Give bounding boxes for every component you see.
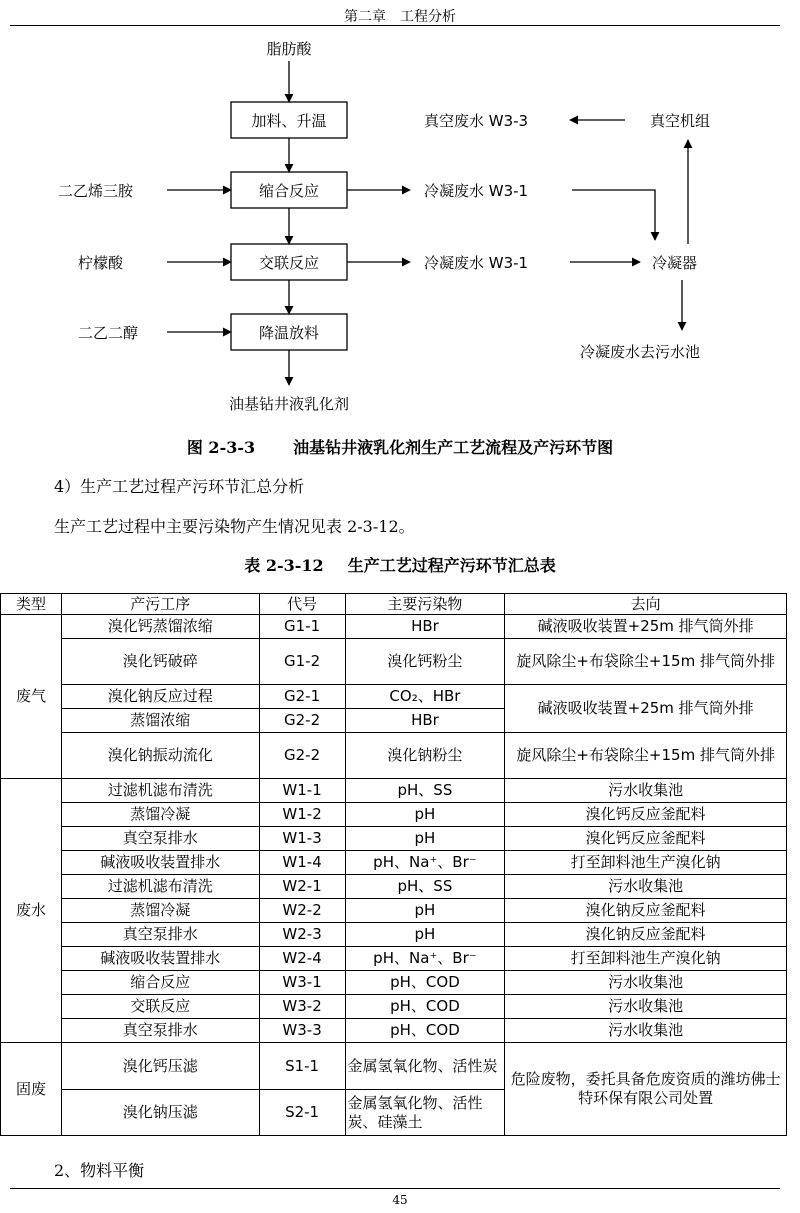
cell-code: G2-1 xyxy=(259,685,345,709)
flow-step-4: 降温放料 xyxy=(258,324,320,342)
cell-process: 溴化钙压滤 xyxy=(61,1043,259,1090)
header-code: 代号 xyxy=(259,594,345,615)
cell-pollutant: 溴化钙粉尘 xyxy=(345,639,505,685)
cell-pollutant: CO₂、HBr xyxy=(345,685,505,709)
figure-number: 图 2-3-3 xyxy=(186,438,256,457)
cell-code: G1-2 xyxy=(259,639,345,685)
table-row xyxy=(1,827,787,851)
table-row xyxy=(1,1019,787,1043)
cell-destination: 打至卸料池生产溴化钠 xyxy=(505,947,787,971)
cell-process: 真空泵排水 xyxy=(61,1019,259,1043)
cell-code: S1-1 xyxy=(259,1043,345,1090)
cell-destination: 碱液吸收装置+25m 排气筒外排 xyxy=(505,685,787,733)
header-type: 类型 xyxy=(1,594,62,615)
table-row xyxy=(1,851,787,875)
cell-process: 蒸馏冷凝 xyxy=(61,899,259,923)
header-pollutant: 主要污染物 xyxy=(345,594,505,615)
page-number: 45 xyxy=(392,1193,408,1207)
table-row xyxy=(1,971,787,995)
cell-process: 溴化钙破碎 xyxy=(61,639,259,685)
cell-destination: 污水收集池 xyxy=(505,779,787,803)
cell-pollutant: pH、COD xyxy=(345,971,505,995)
flow-side-input-2: 柠檬酸 xyxy=(78,254,124,272)
cell-pollutant: pH xyxy=(345,923,505,947)
header-process: 产污工序 xyxy=(61,594,259,615)
cell-process: 碱液吸收装置排水 xyxy=(61,947,259,971)
cell-process: 过滤机滤布清洗 xyxy=(61,779,259,803)
cell-pollutant: pH、COD xyxy=(345,1019,505,1043)
cell-code: W3-2 xyxy=(259,995,345,1019)
cell-pollutant: pH xyxy=(345,827,505,851)
cell-pollutant: 金属氢氧化物、活性炭、硅藻土 xyxy=(345,1090,505,1136)
group-solid: 固废 xyxy=(1,1043,62,1136)
cell-code: W1-4 xyxy=(259,851,345,875)
section-intro: 生产工艺过程中主要污染物产生情况见表 2-3-12。 xyxy=(54,517,415,536)
cell-code: W2-2 xyxy=(259,899,345,923)
cell-code: W3-1 xyxy=(259,971,345,995)
table-row xyxy=(1,995,787,1019)
cell-code: G1-1 xyxy=(259,615,345,639)
cell-pollutant: pH、Na⁺、Br⁻ xyxy=(345,851,505,875)
table-row xyxy=(1,639,787,685)
cell-process: 蒸馏浓缩 xyxy=(61,709,259,733)
flow-product: 油基钻井液乳化剂 xyxy=(228,395,350,413)
arrow-waste1-condenser xyxy=(572,190,655,240)
flow-waste-vacuum: 真空废水 W3-3 xyxy=(424,112,529,130)
cell-code: W1-1 xyxy=(259,779,345,803)
table-title: 生产工艺过程产污环节汇总表 xyxy=(347,556,556,575)
table-row xyxy=(1,615,787,639)
table-row xyxy=(1,923,787,947)
flow-step-2: 缩合反应 xyxy=(258,182,320,200)
cell-process: 溴化钠压滤 xyxy=(61,1090,259,1136)
figure-caption xyxy=(0,435,800,458)
cell-destination: 污水收集池 xyxy=(505,971,787,995)
cell-code: W1-3 xyxy=(259,827,345,851)
cell-destination: 污水收集池 xyxy=(505,995,787,1019)
cell-pollutant: HBr xyxy=(345,615,505,639)
process-flow-diagram xyxy=(0,30,800,420)
group-gas: 废气 xyxy=(1,615,62,779)
cell-destination: 污水收集池 xyxy=(505,875,787,899)
cell-code: W2-3 xyxy=(259,923,345,947)
cell-pollutant: pH、SS xyxy=(345,779,505,803)
cell-pollutant: pH、SS xyxy=(345,875,505,899)
page-header: 第二章 工程分析 xyxy=(344,9,456,25)
table-caption xyxy=(0,553,800,576)
header-destination: 去向 xyxy=(505,594,787,615)
table-row xyxy=(1,875,787,899)
table-row xyxy=(1,685,787,709)
cell-pollutant: pH、COD xyxy=(345,995,505,1019)
cell-code: W2-4 xyxy=(259,947,345,971)
cell-process: 缩合反应 xyxy=(61,971,259,995)
group-water: 废水 xyxy=(1,779,62,1043)
cell-destination: 打至卸料池生产溴化钠 xyxy=(505,851,787,875)
flow-step-3: 交联反应 xyxy=(258,254,320,272)
cell-process: 蒸馏冷凝 xyxy=(61,803,259,827)
cell-destination: 危险废物，委托具备危废资质的潍坊佛士特环保有限公司处置 xyxy=(505,1043,787,1136)
flow-cond-water-1: 冷凝废水 W3-1 xyxy=(424,182,529,200)
cell-destination: 溴化钠反应釜配料 xyxy=(505,923,787,947)
cell-destination: 碱液吸收装置+25m 排气筒外排 xyxy=(505,615,787,639)
cell-destination: 污水收集池 xyxy=(505,1019,787,1043)
cell-destination: 旋风除尘+布袋除尘+15m 排气筒外排 xyxy=(505,733,787,779)
header-rule xyxy=(10,25,780,26)
table-row xyxy=(1,899,787,923)
cell-code: G2-2 xyxy=(259,709,345,733)
table-row xyxy=(1,779,787,803)
cell-destination: 溴化钙反应釜配料 xyxy=(505,803,787,827)
figure-title: 油基钻井液乳化剂生产工艺流程及产污环节图 xyxy=(293,438,614,457)
cell-code: G2-2 xyxy=(259,733,345,779)
cell-process: 真空泵排水 xyxy=(61,923,259,947)
section-heading: 4）生产工艺过程产污环节汇总分析 xyxy=(54,477,305,496)
cell-pollutant: 溴化钠粉尘 xyxy=(345,733,505,779)
cell-process: 碱液吸收装置排水 xyxy=(61,851,259,875)
table-row xyxy=(1,803,787,827)
cell-code: W2-1 xyxy=(259,875,345,899)
flow-cond-dest: 冷凝废水去污水池 xyxy=(580,343,701,361)
cell-code: W3-3 xyxy=(259,1019,345,1043)
cell-pollutant: 金属氢氧化物、活性炭 xyxy=(345,1043,505,1090)
flow-condenser: 冷凝器 xyxy=(652,254,698,272)
cell-process: 过滤机滤布清洗 xyxy=(61,875,259,899)
flow-vacuum-unit: 真空机组 xyxy=(650,112,711,130)
cell-pollutant: pH xyxy=(345,803,505,827)
next-section-heading: 2、物料平衡 xyxy=(54,1161,145,1180)
cell-pollutant: pH、Na⁺、Br⁻ xyxy=(345,947,505,971)
cell-process: 交联反应 xyxy=(61,995,259,1019)
cell-destination: 旋风除尘+布袋除尘+15m 排气筒外排 xyxy=(505,639,787,685)
flow-side-input-3: 二乙二醇 xyxy=(78,324,139,342)
cell-pollutant: HBr xyxy=(345,709,505,733)
footer-rule xyxy=(10,1188,780,1189)
cell-code: S2-1 xyxy=(259,1090,345,1136)
cell-process: 溴化钠振动流化 xyxy=(61,733,259,779)
flow-step-1: 加料、升温 xyxy=(251,112,327,130)
table-header-row xyxy=(1,594,787,615)
pollution-table xyxy=(0,593,787,1136)
cell-pollutant: pH xyxy=(345,899,505,923)
flow-input-top: 脂肪酸 xyxy=(266,40,312,58)
cell-process: 真空泵排水 xyxy=(61,827,259,851)
cell-code: W1-2 xyxy=(259,803,345,827)
cell-destination: 溴化钙反应釜配料 xyxy=(505,827,787,851)
table-row xyxy=(1,733,787,779)
flow-side-input-1: 二乙烯三胺 xyxy=(58,182,134,200)
cell-destination: 溴化钠反应釜配料 xyxy=(505,899,787,923)
table-row xyxy=(1,1043,787,1090)
cell-process: 溴化钙蒸馏浓缩 xyxy=(61,615,259,639)
flow-cond-water-2: 冷凝废水 W3-1 xyxy=(424,254,529,272)
table-row xyxy=(1,947,787,971)
table-number: 表 2-3-12 xyxy=(244,556,324,575)
cell-process: 溴化钠反应过程 xyxy=(61,685,259,709)
